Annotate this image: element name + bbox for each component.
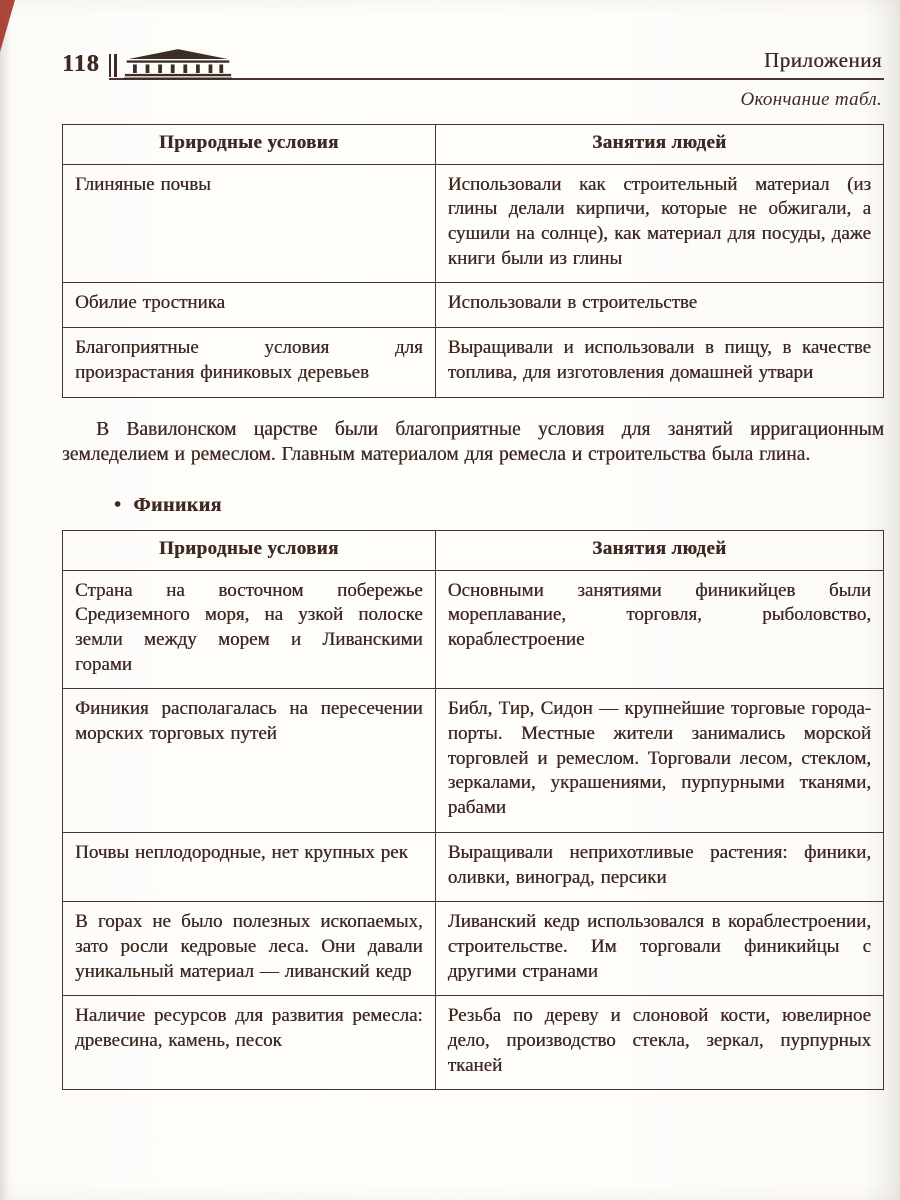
table-header-row xyxy=(63,530,884,570)
cell-occupation: Использовали как строительный материал (из глины делали кирпичи, которые не обжигали, а сушили на солнце), как материал для посуды, даже книги были из глины xyxy=(435,164,883,283)
table-row xyxy=(63,328,884,397)
section-title: Приложения xyxy=(763,48,882,72)
cell-occupation: Выращивали неприхотливые растения: финики, оливки, виноград, персики xyxy=(435,832,883,901)
header-rule xyxy=(109,48,884,80)
bullet-marker: • xyxy=(114,493,122,516)
cell-occupation: Использовали в строительстве xyxy=(435,283,883,328)
column-header-conditions: Природные условия xyxy=(63,530,436,570)
header-ornament xyxy=(109,48,232,78)
cell-occupation: Выращивали и использовали в пищу, в качестве топлива, для изготовления домашней утвари xyxy=(435,328,883,397)
cell-condition: Страна на восточном побережье Средиземного моря, на узкой полоске земли между морем и Ливанскими горами xyxy=(63,570,436,689)
table-continuation-note: Окончание табл. xyxy=(740,89,882,110)
table-row xyxy=(63,164,884,283)
cell-condition: Благоприятные условия для произрастания финиковых деревьев xyxy=(63,328,436,397)
table-phoenicia-conditions xyxy=(62,530,884,1090)
table-row xyxy=(63,570,884,689)
table-row xyxy=(63,689,884,832)
cell-condition: Наличие ресурсов для развития ремесла: древесина, камень, песок xyxy=(63,996,436,1090)
cell-occupation: Резьба по дереву и слоновой кости, ювелирное дело, производство стекла, зеркал, пурпурных тканей xyxy=(435,996,883,1090)
cell-condition: Глиняные почвы xyxy=(63,164,436,283)
cell-condition: В горах не было полезных ископаемых, зато росли кедровые леса. Они давали уникальный материал — ливанский кедр xyxy=(63,902,436,996)
column-header-conditions: Природные условия xyxy=(63,125,436,165)
table-row xyxy=(63,902,884,996)
cell-condition: Обилие тростника xyxy=(63,283,436,328)
page-header xyxy=(62,40,884,80)
page-number: 118 xyxy=(62,51,100,77)
summary-paragraph: В Вавилонском царстве были благоприятные условия для занятий ирригационным земледелием и ремеслом. Главным материалом для ремесла и строительства была глина. xyxy=(62,418,884,466)
table-babylon-conditions xyxy=(62,124,884,398)
table-row xyxy=(63,283,884,328)
phoenicia-heading xyxy=(62,494,884,517)
table-row xyxy=(63,832,884,901)
column-header-occupations: Занятия людей xyxy=(435,530,883,570)
cell-occupation: Ливанский кедр использовался в кораблестроении, строительстве. Им торговали финикийцы с другими странами xyxy=(435,902,883,996)
table-row xyxy=(63,996,884,1090)
column-header-occupations: Занятия людей xyxy=(435,125,883,165)
cell-occupation: Библ, Тир, Сидон — крупнейшие торговые города-порты. Местные жители занимались морской торговлей и ремеслом. Торговали лесом, стеклом, зеркалами, украшениями, пурпурными тканями, рабами xyxy=(435,689,883,832)
double-bar-icon xyxy=(109,54,117,77)
temple-icon xyxy=(124,48,232,80)
red-corner-mark xyxy=(0,0,15,52)
phoenicia-heading-label: Финикия xyxy=(133,493,222,516)
table-header-row xyxy=(63,125,884,165)
cell-occupation: Основными занятиями финикийцев были мореплавание, торговля, рыболовство, кораблестроение xyxy=(435,570,883,689)
cell-condition: Финикия располагалась на пересечении морских торговых путей xyxy=(63,689,436,832)
cell-condition: Почвы неплодородные, нет крупных рек xyxy=(63,832,436,901)
